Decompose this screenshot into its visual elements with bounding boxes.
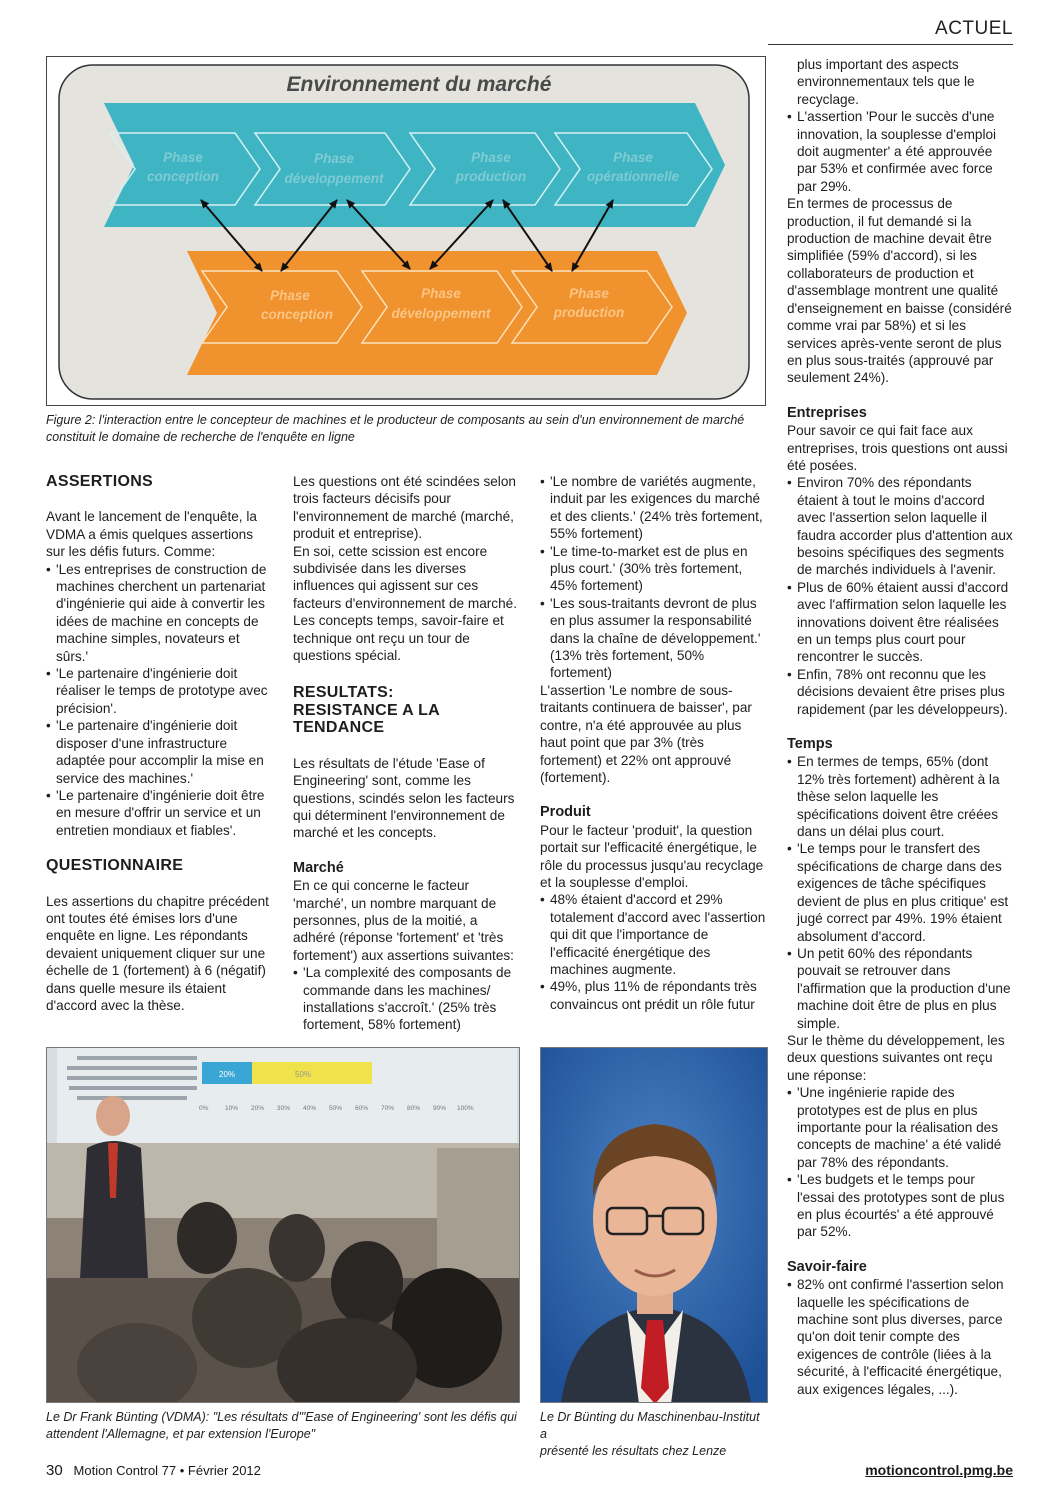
heading-resultats: RESULTATS: [293,684,394,702]
col4-continuation: plus important des aspects environnementaux tels que le recyclage. [797,57,975,107]
list-item: • 'Le nombre de variétés augmente, induit par les exigences du marché et des clients.' (24% très fortement, 55% fortement) [540,473,768,543]
list-item: • 'Le partenaire d'ingénierie doit être en mesure d'offrir un service et un entretien mondiaux et fiables'. [46,787,274,839]
top-phase-3-l2: production [455,169,527,184]
figure-caption [46,412,766,446]
figure-caption-line-1: Figure 2: l'interaction entre le concepteur de machines et le producteur de composants au sein d'un environnement de marché [46,413,745,427]
list-item: • 'Le partenaire d'ingénierie doit disposer d'une infrastructure adaptée pour accomplir la mise en service des machines.' [46,717,274,787]
list-item: • 49%, plus 11% de répondants très convaincus ont prédit un rôle futur [540,978,768,1013]
screen-tick: 50% [329,1105,343,1112]
portrait-illustration [541,1048,768,1403]
assertions-intro: Avant le lancement de l'enquête, la VDMA a émis quelques assertions sur les défis futurs. Comme: [46,509,257,560]
photo2-caption-line-2: présenté les résultats chez Lenze [540,1444,727,1458]
developpement-list [787,1084,1013,1241]
questionnaire-text: Les assertions du chapitre précédent ont toutes été émises lors d'une enquête en ligne. Les répondants devaient uniquement cliquer sur une échelle de 1 (fortement) à 6 (négatif) dans quelle mesure ils étaient d'accord avec la thèse. [46,893,269,1013]
screen-bar-left-label: 20% [219,1070,236,1079]
list-item: • Plus de 60% étaient aussi d'accord avec l'affirmation selon laquelle les innovations doivent être réalisées en un temps plus court pour rencontrer le succès. [787,579,1013,666]
col3-paragraph-2: Pour le facteur 'produit', la question portait sur l'efficacité énergétique, le rôle du processus jusqu'au recyclage et la souplesse d'emploi. [540,822,764,890]
list-item: • 'Les entreprises de construction de machines cherchent un partenariat d'ingénierie qui aide à convertir les idées de machine en concepts de machine simples, novateurs et sûrs.' [46,561,274,665]
col4-paragraph-1: En termes de processus de production, il fut demandé si la production de machine devait être simplifiée (59% d'accord), si les collaborateurs de production et d'assemblage montrent une qualité d'enseignement en baisse (considéré comme vrai par 58%) et si les services après-vente seront de plus en plus sous-traités (approuvé par seulement 24%). [787,196,1012,386]
website-link[interactable]: motioncontrol.pmg.be [865,1462,1013,1478]
figure-frame [46,56,766,406]
screen-tick: 60% [355,1105,369,1112]
top-phase-1-l1: Phase [163,150,203,165]
heading-marche: Marché [293,859,344,876]
screen-bar-right-label: 50% [295,1070,312,1079]
col2-paragraph-4: En ce qui concerne le facteur 'marché', un nombre marquant de personnes, plus de la moitié, a adhéré (réponse 'fortement' et 'très fortement') aux assertions suivantes: [293,878,514,963]
screen-tick: 80% [407,1105,421,1112]
heading-resistance: RESISTANCE A LA TENDANCE [293,701,440,737]
top-phase-1-l2: conception [146,169,220,184]
list-item: • 'Les sous-traitants devront de plus en plus assumer la responsabilité dans la chaîne de développement.' (13% très fortement, 50% fortement) [540,595,768,682]
list-item: • 82% ont confirmé l'assertion selon laquelle les spécifications de machine sont plus diverses, parce qu'on doit tenir compte des exigences de contrôle (liées à la sécurité, à l'efficacité énergétique, aux exigences légales, ...). [787,1276,1013,1398]
col4-list-1 [787,108,1013,195]
screen-tick: 10% [225,1105,239,1112]
bottom-phase-3-l2: production [553,305,625,320]
screen-tick: 40% [303,1105,317,1112]
col2-paragraph-3: Les résultats de l'étude 'Ease of Engineering' sont, comme les questions, scindés selon les facteurs qui déterminent l'environnement de marché et les concepts. [293,755,515,841]
page-number: 30 [46,1462,63,1479]
heading-produit: Produit [540,804,591,821]
bottom-phase-2-l2: développement [391,306,491,321]
photo-presentation-caption [46,1409,520,1443]
produit-list [540,891,768,1013]
heading-temps: Temps [787,736,833,753]
col4-paragraph-2: Pour savoir ce qui fait face aux entreprises, trois questions ont aussi été posées. [787,423,1008,473]
column-1 [46,473,274,1014]
column-4 [787,56,1013,1398]
top-phase-2-l2: développement [284,171,384,186]
marche-list-continued [540,473,768,682]
heading-savoir-faire: Savoir-faire [787,1258,867,1275]
temps-list [787,753,1013,1032]
col3-paragraph-1: L'assertion 'Le nombre de sous-traitants continuera de baisser', par contre, n'a été approuvée au plus haut point que par 3% (très fortement) et 22% ont approuvé (fortement). [540,682,752,785]
list-item: • 'La complexité des composants de commande dans les machines/ installations s'accroît.' (25% très fortement, 58% fortement) [293,964,521,1034]
section-label: ACTUEL [935,18,1013,39]
list-item: • 'Le temps pour le transfert des spécifications de charge dans des exigences de tâche spécifiques devient de plus en plus critique' est jugé correct par 49%. 19% étaient absolument d'accord. [787,840,1013,944]
marche-list [293,964,521,1034]
list-item: • Environ 70% des répondants étaient à tout le moins d'accord avec l'assertion selon laquelle il faudra accorder plus d'attention aux besoins spécifiques des segments de marchés individuels à l'avenir. [787,474,1013,578]
entreprises-list [787,474,1013,718]
photo1-caption-line-2: attendent l'Allemagne, et par extension l'Europe" [46,1427,316,1441]
process-diagram [47,57,767,407]
bottom-phase-2-l1: Phase [421,286,461,301]
list-item: • En termes de temps, 65% (dont 12% très fortement) adhèrent à la thèse selon laquelle les spécifications doivent être créées dans un délai plus court. [787,753,1013,840]
bottom-phase-1-l1: Phase [270,288,310,303]
bottom-phase-1-l2: conception [260,307,334,322]
photo2-caption-line-1: Le Dr Bünting du Maschinenbau-Institut a [540,1410,760,1441]
top-phase-2-l1: Phase [314,151,354,166]
figure-title: Environnement du marché [286,73,552,96]
col2-paragraph-2: En soi, cette scission est encore subdivisée dans les diverses influences qui agissent sur ces facteurs d'environnement de marché. Les concepts temps, savoir-faire et technique ont reçu un tour de questions spécial. [293,543,517,664]
list-item: • 'Les budgets et le temps pour l'essai des prototypes sont de plus en plus écourtés' a été approuvé par 52%. [787,1171,1013,1241]
teal-band [104,103,725,227]
screen-tick: 90% [433,1105,447,1112]
presentation-illustration [47,1048,520,1403]
section-rule [768,44,1013,45]
screen-tick: 20% [251,1105,265,1112]
screen-tick: 0% [199,1105,209,1112]
page-footer [46,1462,261,1479]
photo-portrait [540,1047,768,1403]
screen-tick: 30% [277,1105,291,1112]
top-phase-4-l2: opérationnelle [586,169,680,184]
photo-presentation [46,1047,520,1403]
screen-tick: 70% [381,1105,395,1112]
list-item: • Enfin, 78% ont reconnu que les décisions devaient être prises plus rapidement (par les développeurs). [787,666,1013,718]
col4-paragraph-3: Sur le thème du développement, les deux questions suivantes ont reçu une réponse: [787,1032,1005,1083]
list-item: • Un petit 60% des répondants pouvait se retrouver dans l'affirmation que la production d'une machine doit être de plus en plus simple. [787,945,1013,1032]
photo-portrait-caption [540,1409,768,1460]
list-item: • 48% étaient d'accord et 29% totalement d'accord avec l'assertion qui dit que l'importance de l'efficacité énergétique des machines augmente. [540,891,768,978]
column-2 [293,473,521,1034]
screen-bar-yellow [252,1062,372,1084]
top-phase-4-l1: Phase [613,150,653,165]
top-phase-3-l1: Phase [471,150,511,165]
col2-paragraph-1: Les questions ont été scindées selon trois facteurs décisifs pour l'environnement de marché (marché, produit et entreprise). [293,474,516,542]
figure-caption-line-2: constituit le domaine de recherche de l'enquête en ligne [46,430,355,444]
photo1-caption-line-1: Le Dr Frank Bünting (VDMA): "Les résultats d'"Ease of Engineering' sont les défis qui [46,1410,517,1424]
heading-questionnaire: QUESTIONNAIRE [46,857,184,875]
savoir-faire-list [787,1276,1013,1398]
assertions-list [46,561,274,840]
heading-assertions: ASSERTIONS [46,473,154,490]
list-item: • 'Le time-to-market est de plus en plus court.' (30% très fortement, 45% fortement) [540,543,768,595]
list-item: • 'Une ingénierie rapide des prototypes est de plus en plus importante pour la réalisation des concepts de machine' a été validé par 78% des répondants. [787,1084,1013,1171]
screen-tick: 100% [457,1105,474,1112]
heading-entreprises: Entreprises [787,404,867,421]
list-item: • 'Le partenaire d'ingénierie doit réaliser le temps de prototype avec précision'. [46,665,274,717]
magazine-issue: Motion Control 77 • Février 2012 [73,1463,261,1478]
column-3 [540,473,768,1013]
bottom-phase-3-l1: Phase [569,286,609,301]
list-item: • L'assertion 'Pour le succès d'une innovation, la souplesse d'emploi doit augmenter' a été approuvée par 53% et confirmée avec force par 29%. [787,108,1013,195]
